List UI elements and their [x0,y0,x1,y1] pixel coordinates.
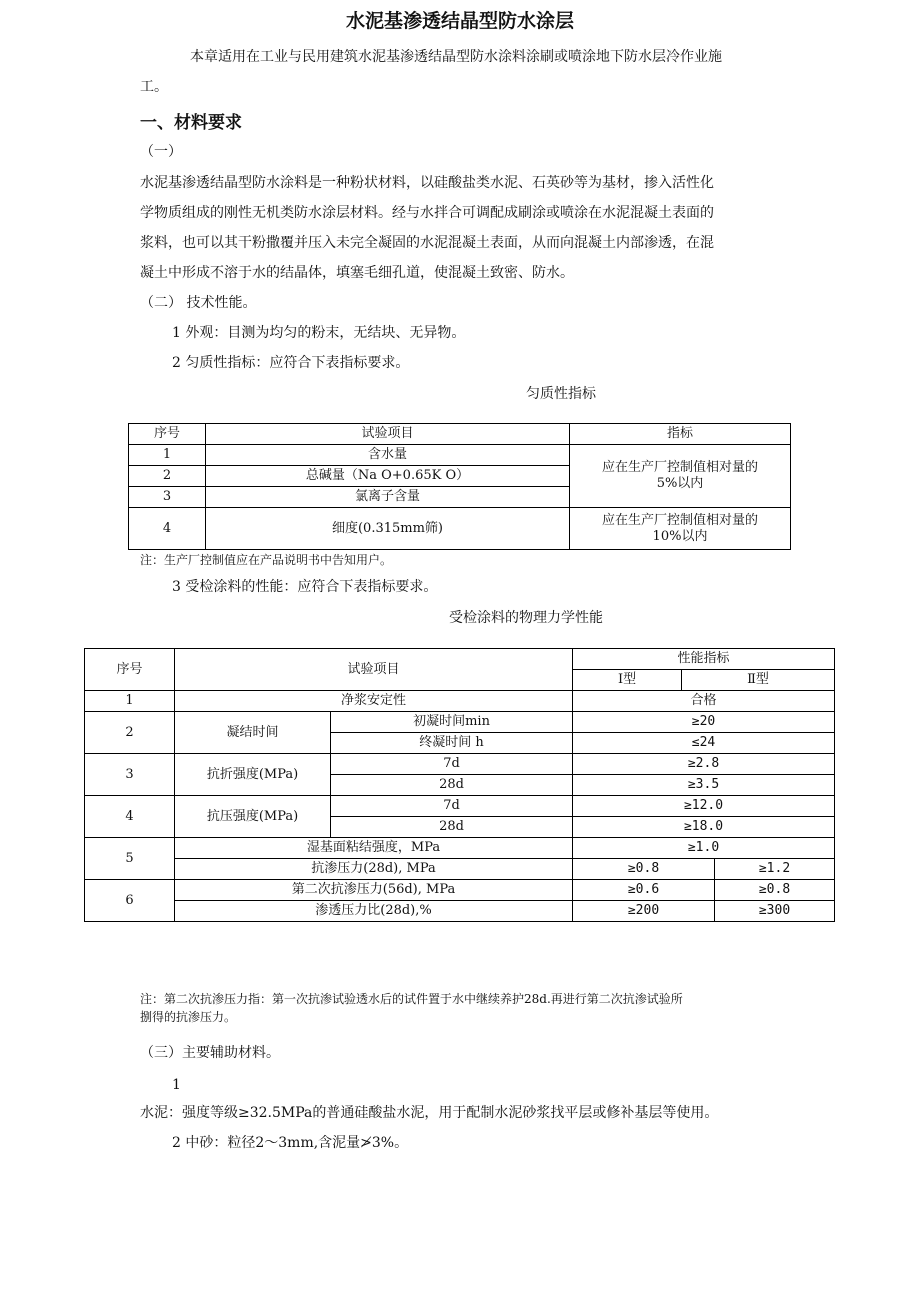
table2-row-subitem: 28d [331,817,573,838]
table2-header-no: 序号 [85,649,175,691]
aux-item-cement: 水泥：强度等级≥32.5MPa的普通硅酸盐水泥，用于配制水泥砂浆找平层或修补基层等使用。 [140,1105,719,1121]
table2-row-value-type1: ≥0.8 [573,859,715,880]
table1-row4-value-line1: 应在生产厂控制值相对量的 [601,512,758,528]
mechanical-properties-table [84,648,835,922]
table2-note-line-2: 捌得的抗渗压力。 [140,1010,237,1024]
table2-row-value: ≥1.0 [573,838,835,859]
table1-row-no: 4 [129,508,206,550]
para1-line-2: 学物质组成的刚性无机类防水涂层材料。经与水拌合可调配成刷涂或喷涂在水泥混凝土表面的 [140,205,714,221]
table2-row-value-type2: ≥300 [715,901,835,922]
page-title: 水泥基渗透结晶型防水涂层 [345,10,574,32]
para1-line-1: 水泥基渗透结晶型防水涂料是一种粉状材料，以硅酸盐类水泥、石英砂等为基材，掺入活性化 [140,175,714,191]
table2-header-type2: Ⅱ型 [682,670,835,691]
table2-row-subitem: 7d [331,796,573,817]
table2-row-subitem: 终凝时间 h [331,733,573,754]
table1-row-item: 氯离子含量 [206,487,570,508]
table2-row-no: 6 [85,880,175,922]
intro-line-2: 工。 [140,79,168,95]
table2-row-item: 湿基面粘结强度，MPa [175,838,573,859]
table2-row-value-type1: ≥200 [573,901,715,922]
table2-row-item: 第二次抗渗压力(56d), MPa [175,880,573,901]
para1-line-4: 凝土中形成不溶于水的结晶体，填塞毛细孔道，使混凝土致密、防水。 [140,265,574,281]
aux-item-1-number: 1 [172,1077,181,1093]
section-heading-materials: 一、材料要求 [140,113,242,133]
subsection-2-label: （二） 技术性能。 [140,295,257,311]
table1-header-no: 序号 [129,424,206,445]
table1-row-item: 总碱量（Na O+0.65K O） [206,466,570,487]
table2-row-value-type1: ≥0.6 [573,880,715,901]
table1-note: 注：生产厂控制值应在产品说明书中告知用户。 [140,553,393,567]
table2-caption: 受检涂料的物理力学性能 [449,610,603,626]
table2-note-line-1: 注：第二次抗渗压力指：第一次抗渗试验透水后的试件置于水中继续养护28d.再进行第二次抗渗试验所 [140,992,683,1006]
table2-row-subitem: 初凝时间min [331,712,573,733]
table1-row-no: 2 [129,466,206,487]
table2-row-item: 渗透压力比(28d),% [175,901,573,922]
table2-row-item: 抗渗压力(28d), MPa [175,859,573,880]
table2-row-no: 3 [85,754,175,796]
table2-row-value-type2: ≥1.2 [715,859,835,880]
table1-merged-value-line2: 5%以内 [656,476,704,491]
table2-row-value: ≥12.0 [573,796,835,817]
subsection-3-label: （三）主要辅助材料。 [140,1045,280,1061]
table1-header-item: 试验项目 [206,424,570,445]
table1-caption: 匀质性指标 [526,386,596,402]
para1-line-3: 浆料，也可以其干粉撒覆并压入未完全凝固的水泥混凝土表面，从而向混凝土内部渗透，在混 [140,235,714,251]
intro-line-1: 本章适用在工业与民用建筑水泥基渗透结晶型防水涂料涂刷或喷涂地下防水层冷作业施 [190,49,722,65]
item-appearance: 1 外观：目测为均匀的粉末，无结块、无异物。 [172,325,466,341]
table2-row-item: 凝结时间 [175,712,331,754]
table2-row-subitem: 7d [331,754,573,775]
item-homogeneity: 2 匀质性指标：应符合下表指标要求。 [172,355,410,371]
table1-merged-value [570,445,791,508]
table1-row-no: 3 [129,487,206,508]
table2-row-subitem: 28d [331,775,573,796]
table2-row-value: ≥18.0 [573,817,835,838]
aux-item-sand: 2 中砂：粒径2～3mm,含泥量≯3%。 [172,1135,409,1151]
subsection-1-label: （一） [140,144,182,160]
homogeneity-table [128,423,791,550]
table1-row4-value-line2: 10%以内 [652,528,708,544]
table2-row-no: 5 [85,838,175,880]
table2-row-item: 抗折强度(MPa) [175,754,331,796]
table2-header-item: 试验项目 [175,649,573,691]
table2-row-value: ≥3.5 [573,775,835,796]
table2-row-value: ≥2.8 [573,754,835,775]
table1-row4-value [570,508,791,550]
table1-row-item: 细度(0.315mm筛) [206,508,570,550]
table2-row-no: 1 [85,691,175,712]
table2-row-item: 净浆安定性 [175,691,573,712]
table1-row-no: 1 [129,445,206,466]
table1-row-item: 含水量 [206,445,570,466]
table1-merged-value-line1: 应在生产厂控制值相对量的 [601,460,758,475]
table1-header-index: 指标 [570,424,791,445]
table2-row-item: 抗压强度(MPa) [175,796,331,838]
table2-header-type1: Ⅰ型 [573,670,682,691]
table2-row-value: 合格 [573,691,835,712]
table2-row-value-type2: ≥0.8 [715,880,835,901]
table2-row-value: ≤24 [573,733,835,754]
item-coating-performance: 3 受检涂料的性能：应符合下表指标要求。 [172,579,438,595]
table2-header-performance: 性能指标 [573,649,835,670]
table2-row-no: 2 [85,712,175,754]
table2-row-value: ≥20 [573,712,835,733]
table2-row-no: 4 [85,796,175,838]
